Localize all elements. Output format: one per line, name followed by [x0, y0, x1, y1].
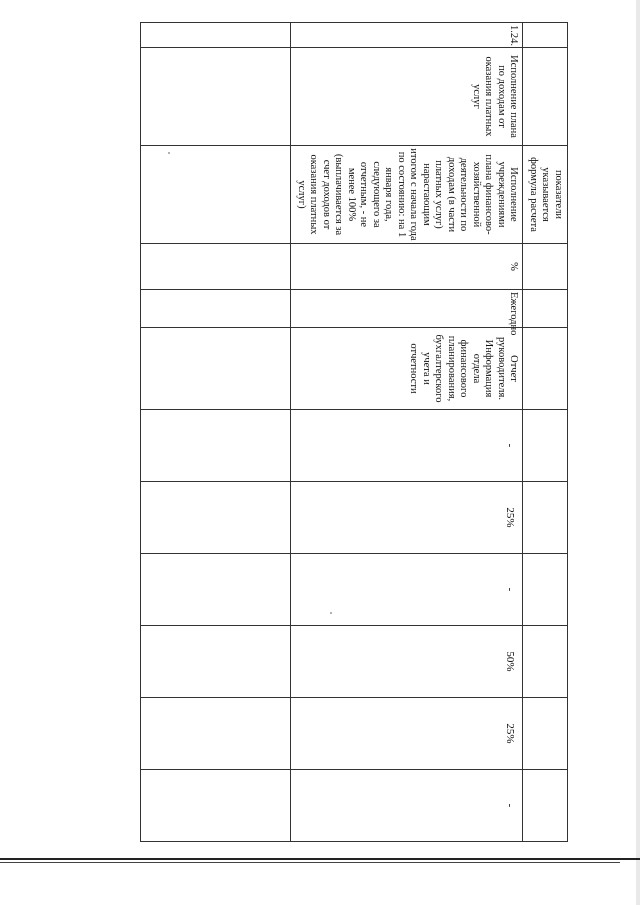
scan-edge [636, 0, 640, 905]
table-row-bottom [141, 23, 291, 842]
indicator-value: 25% [291, 698, 523, 770]
cell-empty [523, 244, 568, 290]
indicator-value: 25% [291, 482, 523, 554]
indicator-source: Отчет руководителя. Информация отдела финансового планирования, бухгалтерского учета и отчетности [291, 328, 523, 410]
cell-empty [523, 328, 568, 410]
cell-empty [523, 698, 568, 770]
cell-empty [523, 410, 568, 482]
cell-empty [141, 244, 291, 290]
cell-empty [523, 770, 568, 842]
cell-empty [523, 290, 568, 328]
scan-border-line [0, 858, 640, 860]
cell-empty [141, 290, 291, 328]
cell-empty [141, 626, 291, 698]
scan-border-line-secondary [0, 862, 620, 863]
indicator-value: 50% [291, 626, 523, 698]
cell-empty [523, 23, 568, 48]
cell-empty [141, 554, 291, 626]
cell-empty [523, 554, 568, 626]
cell-empty [523, 482, 568, 554]
cell-empty [141, 770, 291, 842]
cell-empty [141, 410, 291, 482]
cell-empty [523, 626, 568, 698]
indicator-name: Исполнение плана по доходам от оказания платных услуг [291, 48, 523, 146]
indicator-number: 1.24. [291, 23, 523, 48]
cell-empty [141, 482, 291, 554]
indicator-periodicity: Ежегодно [291, 290, 523, 328]
table-row-top [523, 23, 568, 842]
indicator-formula: Исполнение учреждениями плана финансово-хозяйственной деятельности по доходам (в части платных услуг) нарастающим итогом с начала года по состоянию: на 1 января года, следующего за отчетным, - не менее 100% (выплачивается за счет доходов от оказания платных услуг) [291, 146, 523, 244]
indicator-unit: % [291, 244, 523, 290]
cell-empty [141, 328, 291, 410]
indicator-table [181, 22, 568, 837]
cell-empty [141, 698, 291, 770]
indicator-value: - [291, 410, 523, 482]
table-row-indicator [291, 23, 523, 842]
cell-empty [523, 48, 568, 146]
formula-note-cell: показатели указывается формула расчета [523, 146, 568, 244]
indicator-value: - [291, 770, 523, 842]
cell-empty [141, 146, 291, 244]
indicator-value: - [291, 554, 523, 626]
cell-empty [141, 23, 291, 48]
cell-empty [141, 48, 291, 146]
